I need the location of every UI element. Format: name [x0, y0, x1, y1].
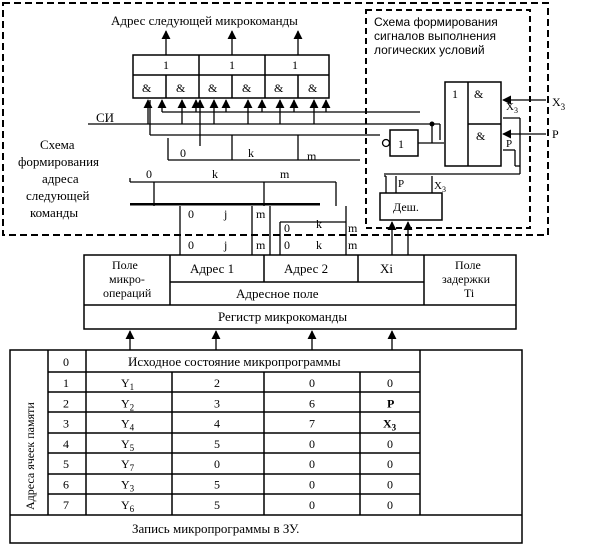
memory-row-addr1: 0	[214, 457, 220, 472]
memory-row-addr: 7	[63, 497, 69, 512]
decoder-in-x3: $X_3$	[434, 180, 446, 194]
and-gate-1-label: &	[142, 81, 152, 95]
decoder-in-p: P	[398, 178, 405, 190]
reg-delay-3: Ti	[464, 286, 475, 300]
reg-bus-j-a: j	[224, 207, 228, 221]
reg-bus-k-d: k	[316, 238, 322, 252]
memory-row-addr2: 6	[309, 396, 315, 411]
memory-row-y: $Y_5$	[121, 436, 135, 453]
reg-field-micro-2: микро-	[109, 272, 145, 286]
memory-row-addr1: 2	[214, 376, 220, 390]
bus-label-m-b: m	[280, 167, 290, 181]
bus-label-0-b: 0	[146, 167, 152, 181]
memory-row-addr2: 0	[309, 457, 315, 472]
memory-row-addr1: 3	[214, 396, 220, 411]
inverter-gate	[390, 130, 418, 156]
cond-and-1-label: &	[474, 87, 484, 101]
reg-bus-0-b: 0	[284, 221, 290, 235]
memory-footer: Запись микропрограммы в ЗУ.	[132, 521, 300, 536]
reg-delay-2: задержки	[442, 272, 491, 286]
and-gate-4-label: &	[242, 81, 252, 95]
memory-row-y: $Y_6$	[121, 497, 135, 514]
memory-row-addr2: 0	[309, 376, 315, 390]
memory-row-condition: 0	[387, 376, 393, 390]
reg-field-micro-1: Поле	[112, 258, 138, 272]
memory-row-addr2: 0	[309, 436, 315, 451]
memory-row-addr2: 7	[309, 416, 315, 431]
memory-row-condition: 0	[387, 497, 393, 512]
reg-field-micro-3: операций	[103, 286, 152, 300]
cond-and-2-label: &	[476, 129, 486, 143]
memory-row-condition: 0	[387, 477, 393, 492]
memory-row-addr1: 5	[214, 497, 220, 512]
reg-address-field: Адресное поле	[236, 286, 319, 301]
memory-row-condition: $X_3$	[383, 416, 397, 433]
memory-row-addr: 2	[63, 396, 69, 411]
memory-row-addr: 6	[63, 477, 69, 492]
decoder-to-register	[392, 222, 408, 255]
and-gate-6-label: &	[308, 81, 318, 95]
decoder-label: Деш.	[393, 200, 419, 214]
or-gate-1-label: 1	[163, 58, 169, 72]
cond-title-line-1: Схема формирования	[374, 15, 498, 29]
reg-bus-m-a: m	[256, 207, 266, 221]
si-wiring	[88, 100, 440, 140]
memory-row-condition: 0	[387, 436, 393, 451]
reg-delay-1: Поле	[455, 258, 481, 272]
memory-row-addr: 1	[63, 376, 69, 390]
memory-row-addr: 4	[63, 436, 69, 451]
bus-label-0-a: 0	[180, 146, 186, 160]
memory-row-y: $Y_1$	[121, 376, 135, 392]
reg-bus-m-b: m	[348, 221, 358, 235]
memory-row-addr2: 0	[309, 497, 315, 512]
p-inner-label: P	[506, 138, 513, 150]
memory-rows	[63, 376, 397, 514]
reg-xi: Xi	[380, 261, 393, 276]
memory-side-label: Адреса ячеек памяти	[23, 402, 37, 510]
memory-row-addr: 5	[63, 457, 69, 472]
decoder-wiring	[384, 176, 432, 193]
address-bus	[130, 178, 336, 206]
addr-scheme-line-1: Схема	[40, 137, 75, 152]
memory-row-y: $Y_3$	[121, 477, 135, 494]
reg-bus-0-c: 0	[188, 238, 194, 252]
memory-row-addr: 3	[63, 416, 69, 431]
or-gate-2-label: 1	[229, 58, 235, 72]
and-gate-5-label: &	[274, 81, 284, 95]
memory-row-y: $Y_7$	[121, 457, 135, 474]
inverter-gate-label: 1	[398, 137, 404, 151]
reg-title: Регистр микрокоманды	[218, 309, 348, 324]
memory-row-condition: 0	[387, 457, 393, 472]
memory-row-y: $Y_2$	[121, 396, 135, 413]
bus-label-m-a: m	[307, 149, 317, 163]
x3-input-label: $X_3$	[552, 95, 566, 112]
or-gate-3-label: 1	[292, 58, 298, 72]
reg-bus-m-d: m	[348, 238, 358, 252]
reg-bus-m-c: m	[256, 238, 266, 252]
si-label: СИ	[96, 110, 115, 125]
memory-row-y: $Y_4$	[121, 416, 135, 433]
cond-title-line-3: логических условий	[374, 43, 485, 57]
and-gate-3-label: &	[208, 81, 218, 95]
addr-scheme-line-4: следующей	[26, 188, 90, 203]
p-input-label: P	[552, 127, 559, 141]
next-address-outputs	[166, 31, 298, 55]
memory-table-frame	[10, 350, 522, 543]
addr-scheme-line-5: команды	[30, 205, 79, 220]
x3-inner-label: $X_3$	[506, 101, 518, 115]
bus-label-k-b: k	[212, 167, 218, 181]
reg-bus-0-a: 0	[188, 207, 194, 221]
memory-row-condition: P	[387, 396, 395, 411]
cond-title-line-2: сигналов выполнения	[374, 29, 496, 43]
memory-header-text: Исходное состояние микропрограммы	[128, 354, 341, 369]
reg-addr1: Адрес 1	[190, 261, 235, 276]
reg-bus-k-b: k	[316, 217, 322, 231]
inverter-bubble	[383, 140, 390, 147]
memory-row-addr1: 5	[214, 477, 220, 492]
reg-bus-j-c: j	[224, 238, 228, 252]
reg-addr2: Адрес 2	[284, 261, 329, 276]
memory-row-addr1: 4	[214, 416, 220, 431]
memory-header-index: 0	[63, 355, 69, 369]
bus-label-k-a: k	[248, 146, 254, 160]
addr-scheme-line-3: адреса	[42, 171, 79, 186]
reg-bus-0-d: 0	[284, 238, 290, 252]
bus-bar	[130, 203, 320, 206]
addr-scheme-line-2: формирования	[18, 154, 100, 169]
memory-row-addr1: 5	[214, 436, 220, 451]
next-address-title: Адрес следующей микрокоманды	[111, 13, 298, 28]
cond-or-label: 1	[452, 87, 458, 101]
memory-to-register	[130, 331, 392, 350]
memory-row-addr2: 0	[309, 477, 315, 492]
and-gate-2-label: &	[176, 81, 186, 95]
